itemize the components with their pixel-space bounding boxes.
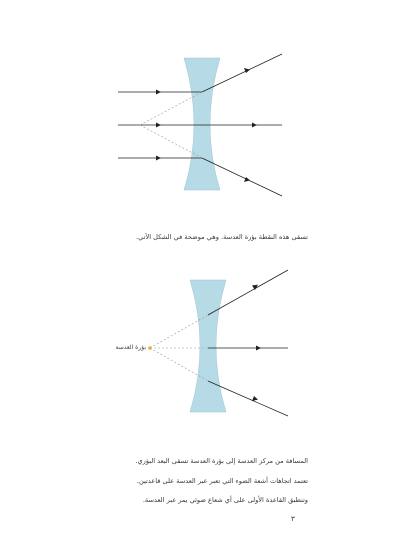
- arrowhead: [244, 177, 250, 182]
- arrowhead: [244, 68, 250, 73]
- arrowhead: [156, 156, 161, 161]
- focal-point: [148, 346, 152, 350]
- paragraph-two-rules: تعتمد اتجاهات أشعة الضوء التي تعبر عبر العدسة على قاعدتين.: [136, 477, 308, 485]
- paragraph-first-rule: وتنطبق القاعدة الأولى على أي شعاع ضوئي يمر عبر العدسة.: [142, 496, 308, 504]
- focus-label: بؤرة العدسة: [115, 344, 146, 351]
- page-number: ٣: [291, 515, 295, 523]
- arrowhead: [156, 123, 161, 128]
- arrowhead: [252, 396, 258, 401]
- caption-focus-definition: تسقى هذه النقطة بؤرة العدسة. وهي موضحة في الشكل الآتي.: [136, 233, 308, 241]
- arrowhead: [256, 346, 261, 351]
- paragraph-focal-length: المسافة من مركز العدسة إلى بؤرة العدسة تسقى البعد البؤري.: [135, 457, 308, 465]
- figure-lens-focal-point: [0, 268, 400, 418]
- figure-diverging-lens-rays: [0, 50, 400, 200]
- arrowhead: [156, 90, 161, 95]
- arrowhead: [252, 123, 257, 128]
- concave-lens: [190, 280, 226, 412]
- concave-lens: [184, 58, 220, 190]
